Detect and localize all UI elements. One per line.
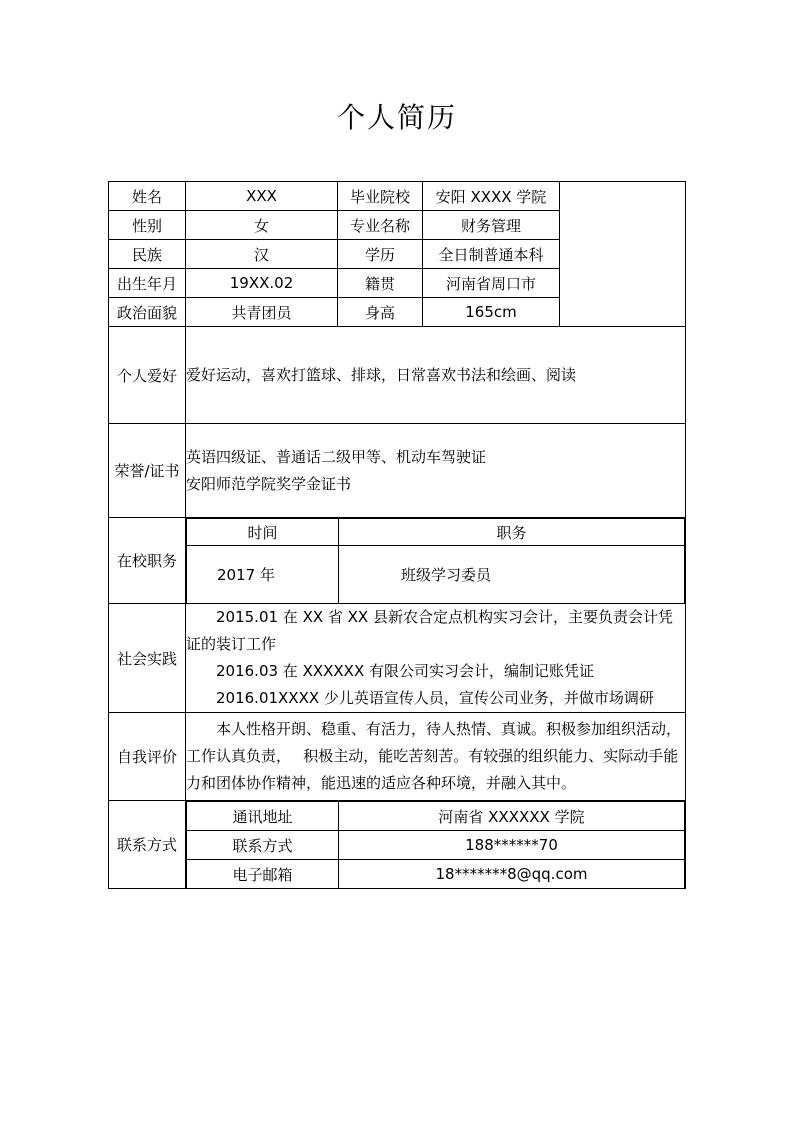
major-label: 专业名称 (338, 211, 423, 240)
campus-header-role: 职务 (339, 519, 685, 546)
birth-label: 出生年月 (109, 269, 186, 298)
practice-line: 2015.01 在 XX 省 XX 县新农合定点机构实习会计，主要负责会计凭证的装订工作 (186, 608, 673, 653)
contact-value-address: 河南省 XXXXXX 学院 (339, 802, 685, 831)
campus-time: 2017 年 (187, 546, 339, 604)
practice-row (109, 604, 686, 713)
campus-table (186, 518, 685, 603)
honor-line: 安阳师范学院奖学金证书 (186, 474, 352, 493)
name-label: 姓名 (109, 182, 186, 211)
campus-role: 班级学习委员 (339, 546, 685, 604)
basic-row (109, 182, 686, 211)
hometown-label: 籍贯 (338, 269, 423, 298)
self-eval-text (186, 713, 686, 801)
education-label: 学历 (338, 240, 423, 269)
campus-header-time: 时间 (187, 519, 339, 546)
self-eval-label: 自我评价 (109, 713, 186, 801)
contact-value-email: 18*******8@qq.com (339, 860, 685, 888)
hobbies-label: 个人爱好 (109, 327, 186, 424)
birth-value: 19XX.02 (186, 269, 338, 298)
gender-label: 性别 (109, 211, 186, 240)
resume-title: 个人简历 (336, 101, 457, 134)
height-label: 身高 (338, 298, 423, 327)
self-eval-paragraph: 本人性格开朗、稳重、有活力，待人热情、真诚。积极参加组织活动，工作认真负责， 积极主动，能吃苦刻苦。有较强的组织能力、实际动手能力和团体协作精神，能迅速的适应各种环境，并融入其中。 (186, 720, 682, 792)
name-value: XXX (186, 182, 338, 211)
practice-label: 社会实践 (109, 604, 186, 713)
height-value: 165cm (423, 298, 560, 327)
contact-content (186, 801, 686, 889)
education-value: 全日制普通本科 (423, 240, 560, 269)
self-eval-row (109, 713, 686, 801)
hobbies-row (109, 327, 686, 424)
ethnicity-label: 民族 (109, 240, 186, 269)
contact-key-phone: 联系方式 (187, 831, 339, 860)
campus-content (186, 518, 686, 604)
hobbies-text: 爱好运动，喜欢打篮球、排球，日常喜欢书法和绘画、阅读 (186, 327, 686, 424)
photo-cell (560, 182, 686, 327)
school-value: 安阳 XXXX 学院 (423, 182, 560, 211)
campus-row (109, 518, 686, 604)
hometown-value: 河南省周口市 (423, 269, 560, 298)
contact-value-phone: 188******70 (339, 831, 685, 860)
ethnicity-value: 汉 (186, 240, 338, 269)
contact-label: 联系方式 (109, 801, 186, 889)
honors-text (186, 424, 686, 518)
practice-text (186, 604, 686, 713)
honors-label: 荣誉/证书 (109, 424, 186, 518)
political-label: 政治面貌 (109, 298, 186, 327)
practice-line: 2016.03 在 XXXXXX 有限公司实习会计，编制记账凭证 (216, 662, 594, 680)
contact-table (186, 801, 685, 888)
major-value: 财务管理 (423, 211, 560, 240)
gender-value: 女 (186, 211, 338, 240)
school-label: 毕业院校 (338, 182, 423, 211)
contact-key-email: 电子邮箱 (187, 860, 339, 888)
resume-table (108, 181, 686, 889)
honors-row (109, 424, 686, 518)
honor-line: 英语四级证、普通话二级甲等、机动车驾驶证 (186, 447, 487, 466)
contact-row (109, 801, 686, 889)
campus-label: 在校职务 (109, 518, 186, 604)
practice-line: 2016.01XXXX 少儿英语宣传人员，宣传公司业务，并做市场调研 (216, 689, 654, 707)
contact-key-address: 通讯地址 (187, 802, 339, 831)
political-value: 共青团员 (186, 298, 338, 327)
